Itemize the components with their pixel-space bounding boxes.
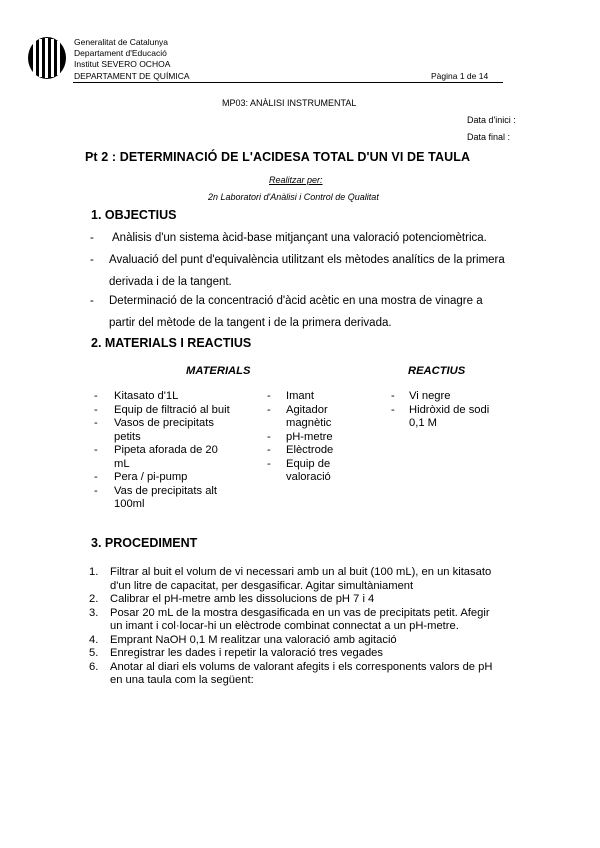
list-item: - pH-metre xyxy=(267,430,333,443)
procedure-list xyxy=(89,566,529,688)
materials-list-1 xyxy=(94,390,264,512)
list-item-text-cont: partir del mètode de la tangent i de la primera derivada. xyxy=(109,317,392,329)
date-end-label: Data final : xyxy=(467,132,511,142)
procedure-step xyxy=(89,647,529,661)
step-text: Filtrar al buit el volum de vi necessari amb un al buit (100 mL), en un kitasato xyxy=(110,566,492,578)
list-dash: - xyxy=(90,295,94,307)
department-name: DEPARTAMENT DE QUÍMICA xyxy=(74,71,190,81)
step-text: Posar 20 mL de la mostra desgasificada en un vas de precipitats petit. Afegir xyxy=(110,606,490,619)
step-text: Emprant NaOH 0,1 M realitzar una valoració amb agitació xyxy=(110,633,397,646)
step-number: 2. xyxy=(89,593,99,605)
lab-name: 2n Laboratori d'Anàlisi i Control de Qualitat xyxy=(208,192,379,202)
list-item-text-cont: derivada i de la tangent. xyxy=(109,276,232,288)
procedure-step xyxy=(89,661,529,688)
list-dash: - xyxy=(90,232,94,244)
list-item: - Elèctrode xyxy=(267,444,334,456)
material-label-cont: magnètic xyxy=(286,417,332,429)
step-text-cont: en una taula com la següent: xyxy=(110,674,254,686)
material-label: Agitador xyxy=(286,403,328,416)
header-rule xyxy=(73,82,503,83)
material-label-cont: mL xyxy=(114,457,130,470)
list-item-text: Avaluació del punt d'equivalència utilitzant els mètodes analítics de la primera xyxy=(109,254,505,266)
reactius-column-title: REACTIUS xyxy=(408,365,466,377)
list-item: - Vasos de precipitats petits xyxy=(94,417,214,443)
material-label: Equip de filtració al buit xyxy=(114,403,230,416)
material-label: Elèctrode xyxy=(286,444,334,456)
materials-column-title: MATERIALS xyxy=(186,365,251,377)
list-item: - Imant xyxy=(267,390,314,402)
procedure-step xyxy=(89,634,529,648)
materials-list-2 xyxy=(267,390,377,485)
list-item: - Pipeta aforada de 20 mL xyxy=(94,444,218,470)
list-item: - Kitasato d'1L xyxy=(94,390,179,402)
section-objectius-heading: 1. OBJECTIUS xyxy=(91,208,177,222)
step-text: Calibrar el pH-metre amb les dissolucions de pH 7 i 4 xyxy=(110,593,375,605)
material-label: Pipeta aforada de 20 xyxy=(114,444,218,456)
org-line-1: Generalitat de Catalunya xyxy=(74,37,169,47)
list-item-text: Anàlisis d'un sistema àcid-base mitjançant una valoració potenciomètrica. xyxy=(112,232,487,244)
procedure-step xyxy=(89,566,529,593)
material-label: pH-metre xyxy=(286,430,333,443)
material-label: Vasos de precipitats xyxy=(114,417,214,429)
material-label: Pera / pi-pump xyxy=(114,471,188,483)
module-title: MP03: ANÀLISI INSTRUMENTAL xyxy=(222,98,357,108)
material-label-cont: valoració xyxy=(286,471,331,483)
org-line-3: Institut SEVERO OCHOA xyxy=(74,59,171,69)
list-dash: - xyxy=(90,254,94,266)
step-number: 3. xyxy=(89,606,99,619)
realizar-label: Realitzar per: xyxy=(269,175,323,185)
reagent-label: Vi negre xyxy=(409,390,451,402)
step-number: 6. xyxy=(89,660,99,673)
step-text-cont: d'un litre de capacitat, per desgasificar. Agitar simultàniament xyxy=(110,579,414,592)
list-item: - Equip de valoració xyxy=(267,457,331,483)
step-number: 4. xyxy=(89,633,99,646)
list-item: - Vi negre xyxy=(391,390,451,402)
org-line-2: Departament d'Educació xyxy=(74,48,167,58)
page-number: Pàgina 1 de 14 xyxy=(431,71,489,81)
list-item: - Agitador magnètic xyxy=(267,403,332,429)
list-item: - Vas de precipitats alt 100ml xyxy=(94,484,218,510)
list-item: - Pera / pi-pump xyxy=(94,471,188,483)
reactius-list xyxy=(391,390,521,431)
section-procediment-heading: 3. PROCEDIMENT xyxy=(91,536,198,550)
step-text: Anotar al diari els volums de valorant afegits i els corresponents valors de pH xyxy=(110,660,493,673)
section-materials-heading: 2. MATERIALS I REACTIUS xyxy=(91,336,252,350)
procedure-step xyxy=(89,593,529,607)
list-item-text: Determinació de la concentració d'àcid acètic en una mostra de vinagre a xyxy=(109,295,483,307)
procedure-step xyxy=(89,607,529,634)
page-title: Pt 2 : DETERMINACIÓ DE L'ACIDESA TOTAL D'UN VI DE TAULA xyxy=(85,150,471,164)
list-item: - Equip de filtració al buit xyxy=(94,403,230,416)
material-label: Kitasato d'1L xyxy=(114,390,179,402)
step-number: 1. xyxy=(89,566,99,578)
generalitat-logo xyxy=(27,36,67,80)
step-text: Enregistrar les dades i repetir la valoració tres vegades xyxy=(110,647,383,659)
step-text-cont: un imant i col·locar-hi un elèctrode combinat connectat a un pH-metre. xyxy=(110,620,459,632)
material-label-cont: petits xyxy=(114,430,141,443)
reagent-label-cont: 0,1 M xyxy=(409,417,437,429)
step-number: 5. xyxy=(89,647,99,659)
date-start-label: Data d'inici : xyxy=(467,115,516,125)
material-label: Vas de precipitats alt xyxy=(114,484,218,497)
list-item: - Hidròxid de sodi 0,1 M xyxy=(391,403,490,429)
material-label-cont: 100ml xyxy=(114,498,145,510)
reagent-label: Hidròxid de sodi xyxy=(409,403,490,416)
material-label: Imant xyxy=(286,390,314,402)
material-label: Equip de xyxy=(286,457,331,470)
